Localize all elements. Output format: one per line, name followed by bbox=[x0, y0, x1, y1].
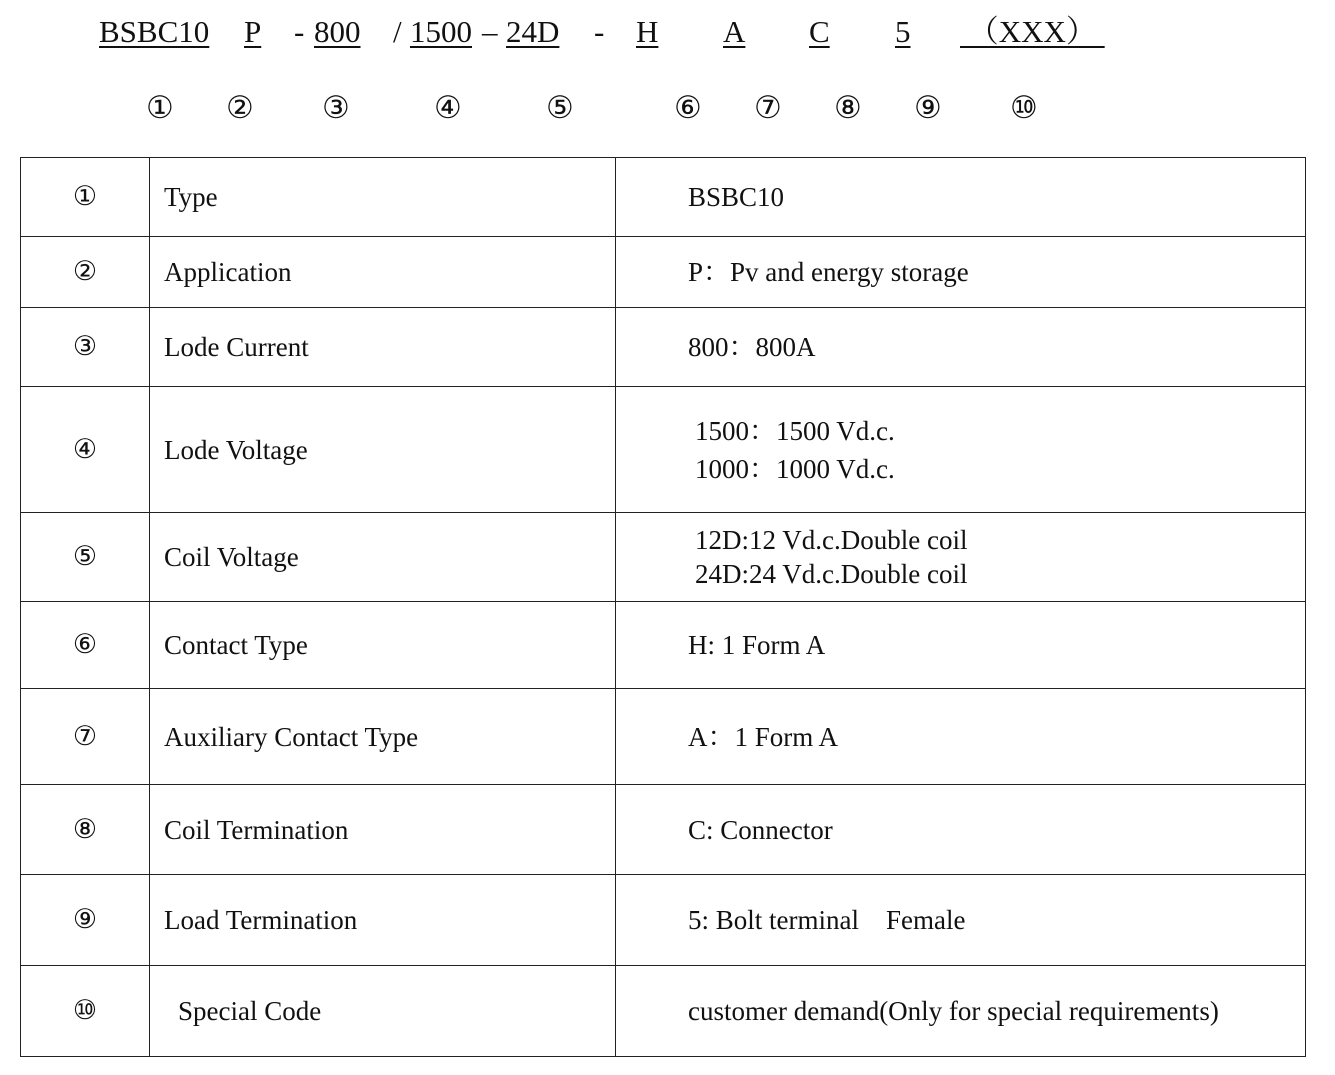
row-number: ⑧ bbox=[21, 785, 150, 875]
table-row bbox=[21, 785, 1306, 875]
row-item: Type bbox=[150, 158, 616, 237]
description-line: 1500：1500 Vd.c. bbox=[695, 415, 895, 446]
table-row bbox=[21, 158, 1306, 237]
code-separator: – bbox=[482, 14, 498, 49]
position-marker: ⑩ bbox=[1010, 90, 1038, 126]
description-line: A：1 Form A bbox=[688, 721, 839, 752]
code-segment-coil-term: C bbox=[809, 14, 830, 49]
table-row bbox=[21, 875, 1306, 966]
description-line: 5: Bolt terminal Female bbox=[688, 905, 966, 935]
row-description bbox=[616, 875, 1306, 966]
row-item: Auxiliary Contact Type bbox=[150, 689, 616, 785]
table-row bbox=[21, 966, 1306, 1057]
code-segment-load-term: 5 bbox=[895, 14, 911, 49]
position-marker: ③ bbox=[322, 90, 350, 126]
row-number: ⑩ bbox=[21, 966, 150, 1057]
code-segment-aux-contact: A bbox=[723, 14, 746, 49]
position-marker: ⑨ bbox=[914, 90, 942, 126]
row-item: Coil Voltage bbox=[150, 513, 616, 602]
row-description bbox=[616, 308, 1306, 387]
row-number: ② bbox=[21, 237, 150, 308]
code-separator: - bbox=[594, 14, 605, 49]
table-row bbox=[21, 602, 1306, 689]
position-marker: ⑧ bbox=[834, 90, 862, 126]
description-line: BSBC10 bbox=[688, 182, 785, 212]
row-item: Special Code bbox=[150, 966, 616, 1057]
row-number: ⑦ bbox=[21, 689, 150, 785]
row-item: Contact Type bbox=[150, 602, 616, 689]
code-separator: / bbox=[393, 14, 402, 49]
table-row bbox=[21, 513, 1306, 602]
row-description bbox=[616, 237, 1306, 308]
row-number: ③ bbox=[21, 308, 150, 387]
table-row bbox=[21, 237, 1306, 308]
description-line: 12D:12 Vd.c.Double coil bbox=[695, 525, 968, 555]
row-item: Lode Voltage bbox=[150, 387, 616, 513]
row-description bbox=[616, 387, 1306, 513]
position-marker: ② bbox=[226, 90, 254, 126]
code-separator: - bbox=[294, 14, 305, 49]
row-description bbox=[616, 602, 1306, 689]
row-description bbox=[616, 689, 1306, 785]
code-segment-voltage: 1500 bbox=[410, 14, 472, 49]
row-description bbox=[616, 785, 1306, 875]
row-number: ⑥ bbox=[21, 602, 150, 689]
row-item: Load Termination bbox=[150, 875, 616, 966]
position-marker: ⑤ bbox=[546, 90, 574, 126]
row-item: Lode Current bbox=[150, 308, 616, 387]
code-segment-current: 800 bbox=[314, 14, 361, 49]
row-description bbox=[616, 513, 1306, 602]
code-segment-contact-type: H bbox=[636, 14, 659, 49]
description-line: C: Connector bbox=[688, 814, 833, 845]
row-number: ⑤ bbox=[21, 513, 150, 602]
row-number: ④ bbox=[21, 387, 150, 513]
row-item: Application bbox=[150, 237, 616, 308]
position-marker: ⑦ bbox=[754, 90, 782, 126]
row-description bbox=[616, 158, 1306, 237]
row-description bbox=[616, 966, 1306, 1057]
description-line: H: 1 Form A bbox=[688, 630, 826, 660]
description-line: customer demand(Only for special requirements) bbox=[688, 996, 1219, 1026]
row-item: Coil Termination bbox=[150, 785, 616, 875]
table-row bbox=[21, 689, 1306, 785]
table-row bbox=[21, 387, 1306, 513]
row-number: ① bbox=[21, 158, 150, 237]
description-line: P：Pv and energy storage bbox=[688, 257, 969, 287]
position-marker: ① bbox=[146, 90, 174, 126]
code-segment-type: BSBC10 bbox=[99, 14, 210, 49]
description-line: 800：800A bbox=[688, 332, 816, 362]
code-segment-coil-voltage: 24D bbox=[506, 14, 560, 49]
position-marker: ⑥ bbox=[674, 90, 702, 126]
table-row bbox=[21, 308, 1306, 387]
spec-table bbox=[20, 157, 1306, 1057]
code-segment-application: P bbox=[244, 14, 262, 49]
code-segment-special: （XXX） bbox=[960, 14, 1105, 49]
row-number: ⑨ bbox=[21, 875, 150, 966]
position-marker: ④ bbox=[434, 90, 462, 126]
description-line: 1000：1000 Vd.c. bbox=[695, 453, 895, 484]
description-line: 24D:24 Vd.c.Double coil bbox=[695, 559, 968, 589]
